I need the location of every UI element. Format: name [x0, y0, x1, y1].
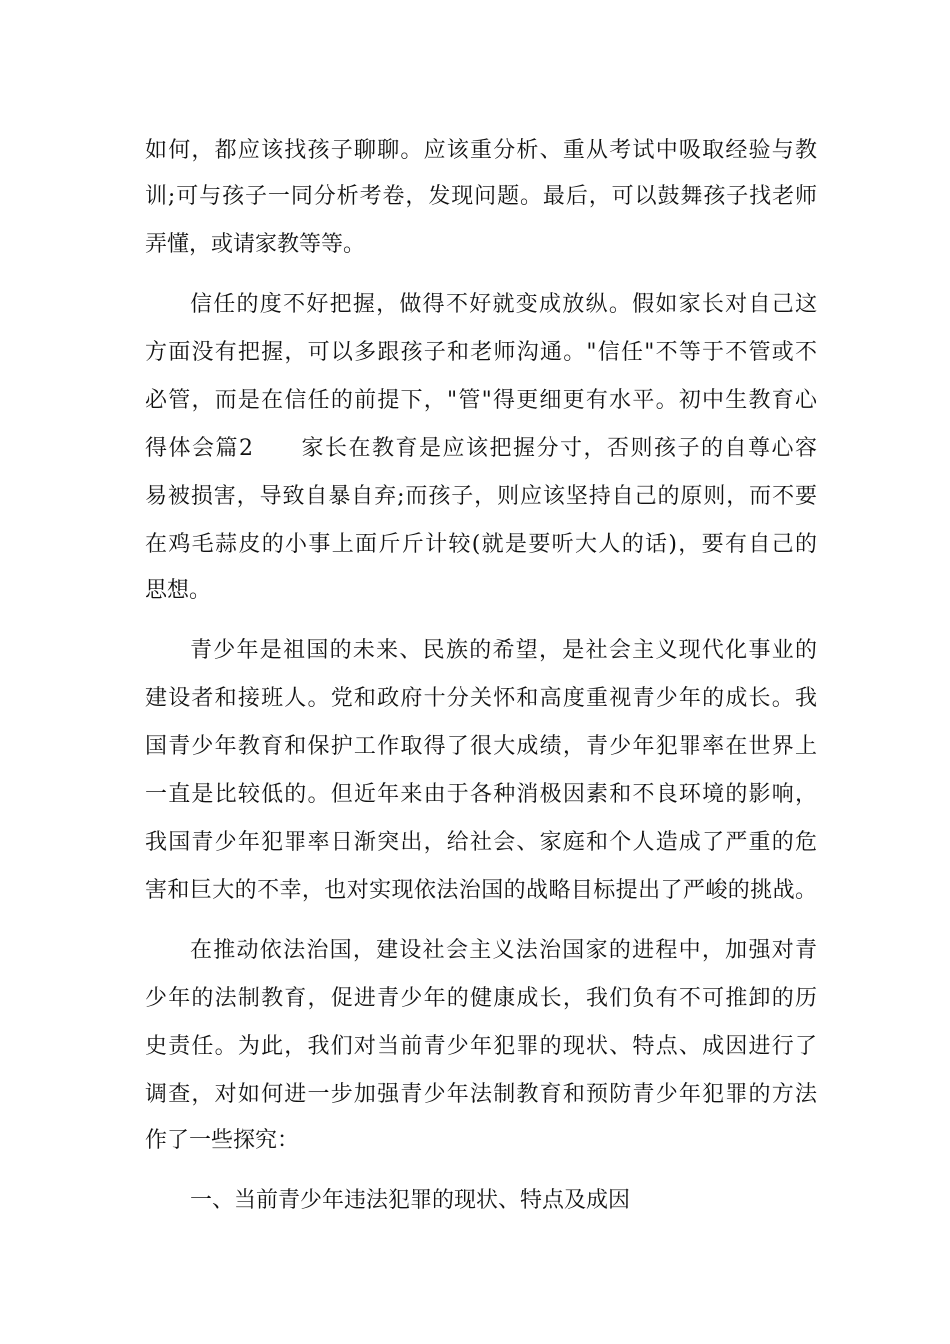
- paragraph-line: 训;可与孩子一同分析考卷，发现问题。最后，可以鼓舞孩子找老师: [145, 184, 817, 209]
- paragraph-line: 国青少年教育和保护工作取得了很大成绩，青少年犯罪率在世界上: [145, 734, 817, 759]
- paragraph-line: 如何，都应该找孩子聊聊。应该重分析、重从考试中吸取经验与教: [145, 138, 817, 163]
- paragraph-line: 必管，而是在信任的前提下，"管"得更细更有水平。初中生教育心: [145, 388, 817, 413]
- paragraph-line: 在鸡毛蒜皮的小事上面斤斤计较(就是要听大人的话)，要有自己的: [145, 532, 817, 557]
- paragraph-line: 方面没有把握，可以多跟孩子和老师沟通。"信任"不等于不管或不: [145, 340, 817, 365]
- paragraph-line: 我国青少年犯罪率日渐突出，给社会、家庭和个人造成了严重的危: [145, 830, 817, 855]
- paragraph-line: 建设者和接班人。党和政府十分关怀和高度重视青少年的成长。我: [145, 686, 817, 711]
- paragraph-line: 害和巨大的不幸，也对实现依法治国的战略目标提出了严峻的挑战。: [145, 878, 817, 903]
- paragraph-line: 在推动依法治国，建设社会主义法治国家的进程中，加强对青: [190, 938, 817, 963]
- paragraph-line: 调查，对如何进一步加强青少年法制教育和预防青少年犯罪的方法: [145, 1082, 817, 1107]
- paragraph-line: 作了一些探究：: [145, 1128, 300, 1153]
- paragraph-line: 思想。: [145, 578, 212, 603]
- paragraph-line: 信任的度不好把握，做得不好就变成放纵。假如家长对自己这: [190, 292, 817, 317]
- paragraph-line: 青少年是祖国的未来、民族的希望，是社会主义现代化事业的: [190, 638, 817, 663]
- section-heading: 一、当前青少年违法犯罪的现状、特点及成因: [190, 1188, 631, 1213]
- paragraph-line: 少年的法制教育，促进青少年的健康成长，我们负有不可推卸的历: [145, 986, 817, 1011]
- paragraph-line: 一直是比较低的。但近年来由于各种消极因素和不良环境的影响，: [145, 782, 817, 807]
- paragraph-line: 史责任。为此，我们对当前青少年犯罪的现状、特点、成因进行了: [145, 1034, 817, 1059]
- paragraph-line: 得体会篇2 家长在教育是应该把握分寸，否则孩子的自尊心容: [145, 436, 817, 461]
- paragraph-line: 弄懂，或请家教等等。: [145, 232, 366, 257]
- paragraph-line: 易被损害，导致自暴自弃;而孩子，则应该坚持自己的原则，而不要: [145, 484, 817, 509]
